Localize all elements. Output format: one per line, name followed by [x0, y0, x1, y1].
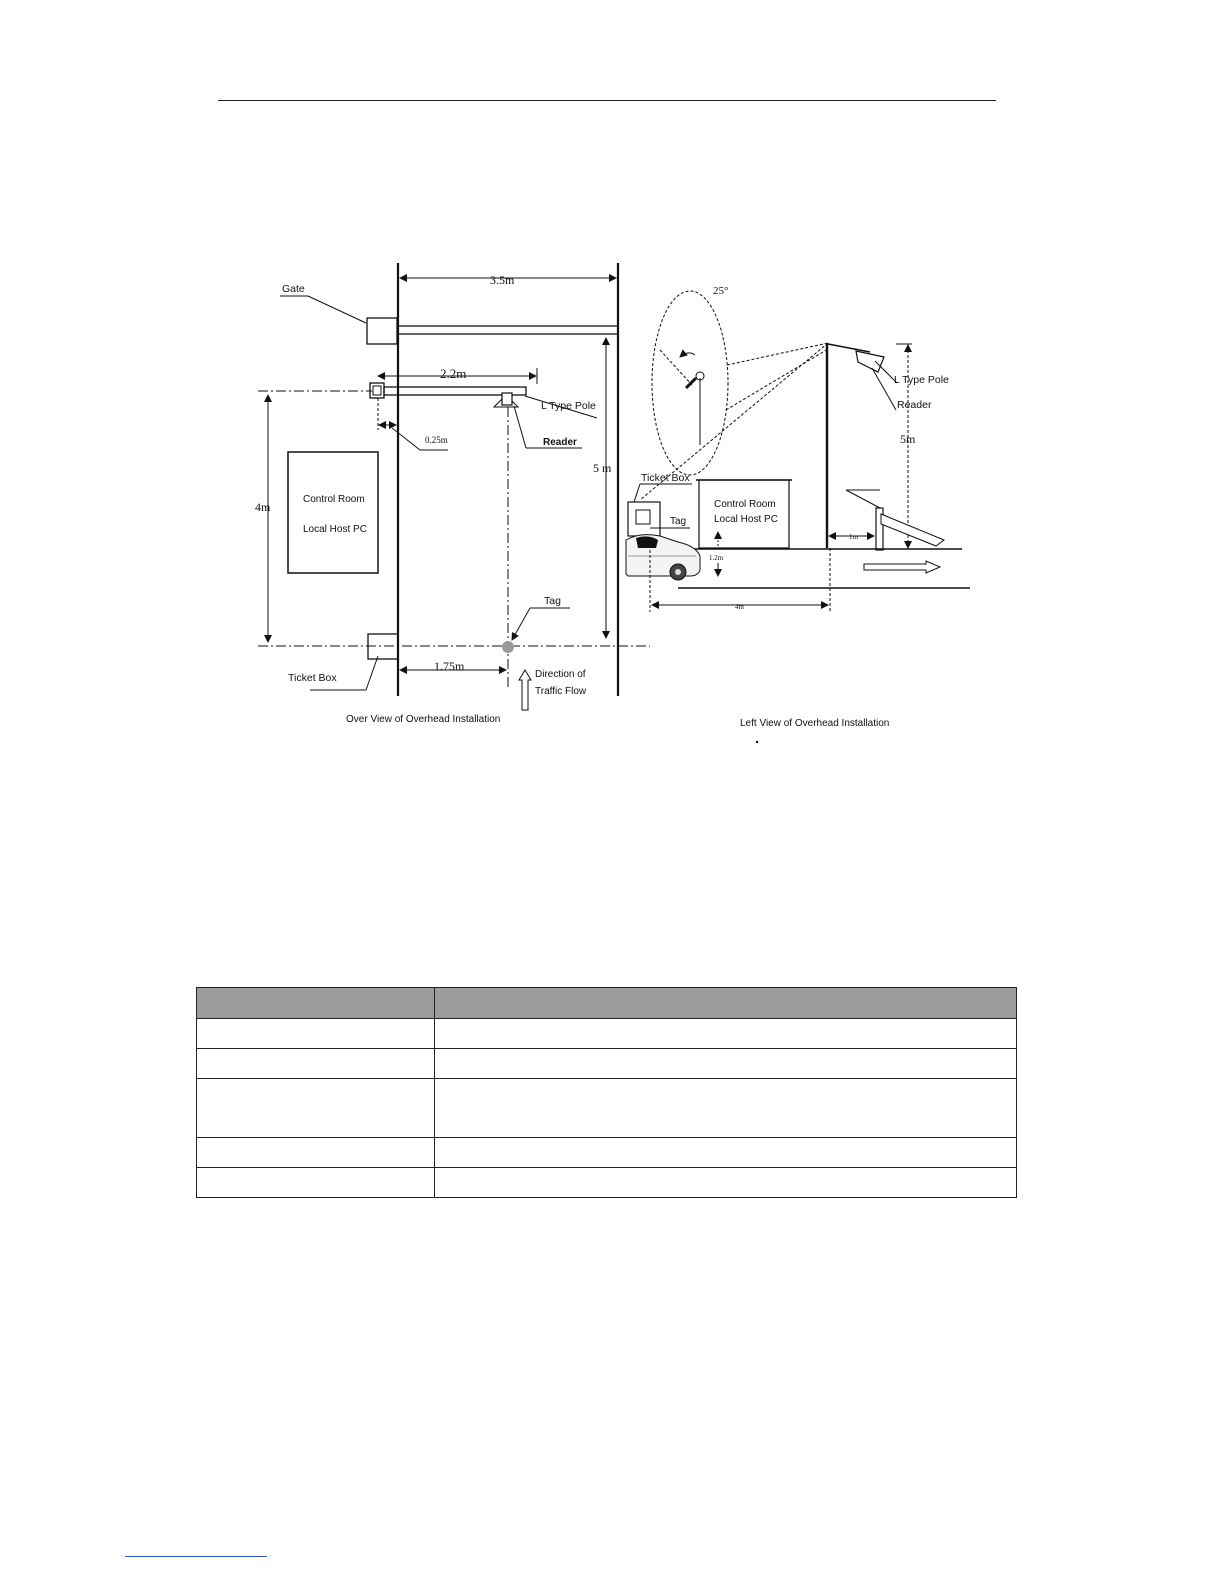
- distance-label: 4m: [735, 603, 744, 611]
- pole-base: [370, 383, 384, 398]
- table-cell: [435, 1019, 1017, 1049]
- left-labels: [641, 285, 949, 743]
- gate-barrier: [881, 514, 944, 546]
- left-height-label: 5m: [900, 432, 916, 446]
- overhead-labels: [255, 273, 612, 725]
- table-row: [197, 1049, 1017, 1079]
- left-control-room-label: Control Room: [714, 499, 776, 510]
- spec-table: [196, 987, 1017, 1198]
- table-header-cell: [435, 988, 1017, 1019]
- overhead-caption: Over View of Overhead Installation: [346, 714, 501, 725]
- direction-label-2: Traffic Flow: [535, 686, 587, 697]
- left-reader-label: Reader: [897, 399, 932, 411]
- table-cell: [197, 1079, 435, 1138]
- table-cell: [197, 1019, 435, 1049]
- angle-label: 25°: [713, 285, 729, 297]
- traffic-arrow-left: [864, 561, 940, 573]
- table-header-cell: [197, 988, 435, 1019]
- control-room-label: Control Room: [303, 494, 365, 505]
- tag-height-label: 1.2m: [709, 554, 724, 562]
- table-cell: [435, 1079, 1017, 1138]
- gate-arm: [398, 326, 618, 334]
- direction-label-1: Direction of: [535, 669, 586, 680]
- ticket-box-label: Ticket Box: [288, 672, 337, 684]
- gate-box: [367, 318, 397, 344]
- width-label: 3.5m: [490, 273, 515, 287]
- left-l-type-pole-label: L Type Pole: [894, 374, 949, 386]
- left-tag-label: Tag: [670, 516, 687, 527]
- l-type-pole-label: L Type Pole: [541, 400, 596, 412]
- table-row: [197, 1019, 1017, 1049]
- gate-leader: [308, 296, 366, 323]
- table-cell: [435, 1168, 1017, 1198]
- tag-label: Tag: [544, 595, 561, 607]
- table-cell: [435, 1138, 1017, 1168]
- left-caption: Left View of Overhead Installation: [740, 718, 890, 729]
- left-view: [626, 291, 970, 612]
- table-cell: [197, 1168, 435, 1198]
- table-row: [197, 1138, 1017, 1168]
- tag-dot: [502, 641, 514, 653]
- gate-label: Gate: [282, 283, 305, 295]
- height-label: 5 m: [593, 461, 612, 475]
- table-row: [197, 1168, 1017, 1198]
- reader-leader: [514, 406, 526, 448]
- tag-offset-label: 1.75m: [434, 659, 465, 673]
- footer-link-underline[interactable]: [125, 1556, 267, 1557]
- car: [626, 535, 700, 580]
- left-local-host-pc-label: Local Host PC: [714, 514, 778, 525]
- traffic-arrow: [519, 670, 531, 710]
- table-cell: [435, 1049, 1017, 1079]
- arm-length-label: 2.2m: [440, 366, 467, 381]
- table-header-row: [197, 988, 1017, 1019]
- control-room-box: [288, 452, 378, 573]
- depth-label: 4m: [255, 500, 271, 514]
- table-cell: [197, 1049, 435, 1079]
- table-cell: [197, 1138, 435, 1168]
- reader-label: Reader: [543, 437, 577, 448]
- ticket-box-left: [628, 502, 660, 536]
- reader-device: [856, 351, 884, 372]
- dot-mark: [756, 741, 758, 743]
- table-row: [197, 1079, 1017, 1138]
- overhead-view: [258, 263, 650, 710]
- pole-offset-label: 1m: [849, 533, 858, 541]
- offset-label: 0.25m: [425, 435, 448, 445]
- left-ticket-box-label: Ticket Box: [641, 472, 690, 484]
- local-host-pc-label: Local Host PC: [303, 524, 367, 535]
